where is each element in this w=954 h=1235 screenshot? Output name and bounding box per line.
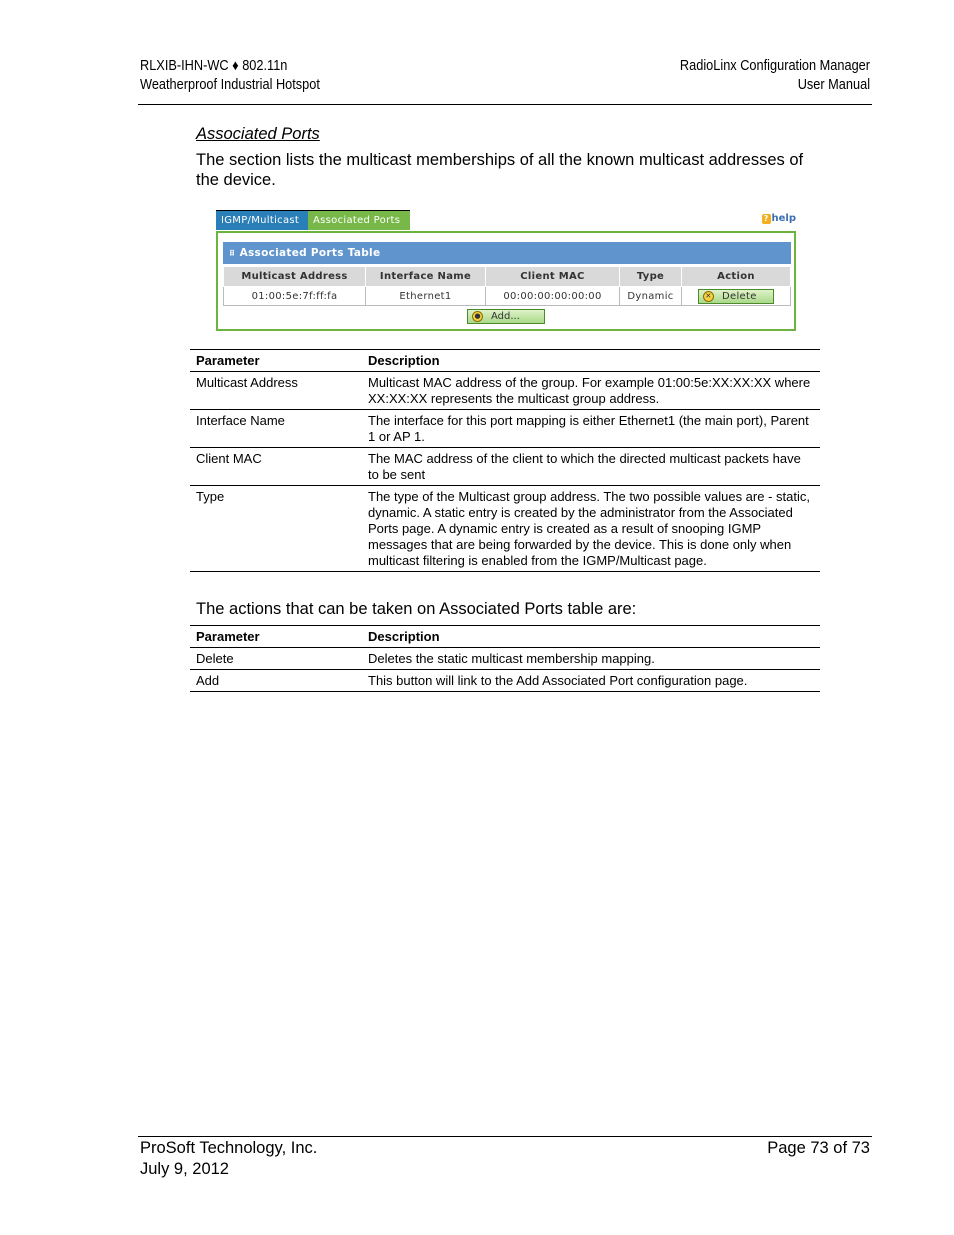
- add-icon: ●: [472, 311, 483, 322]
- header-parameter: Parameter: [196, 353, 260, 368]
- cell-multicast-address: 01:00:5e:7f:ff:fa: [224, 287, 366, 306]
- table-title-bar: [223, 242, 791, 264]
- col-interface-name: Interface Name: [366, 267, 486, 287]
- parameter-table-header: [190, 350, 820, 372]
- header-right: [680, 57, 870, 95]
- footer-company: ProSoft Technology, Inc.: [140, 1139, 318, 1157]
- actions-table: [190, 625, 820, 692]
- header-manual-title: RadioLinx Configuration Manager: [679, 58, 870, 74]
- delete-label: Delete: [722, 290, 757, 302]
- table-row: [190, 486, 820, 572]
- help-icon: ?: [762, 214, 771, 224]
- param-desc: The type of the Multicast group address. The two possible values are - static, dynamic. A static entry is created by the administrator from the Associated Ports page. A dynamic entry is created as a result of snooping IGMP messages that are being forwarded by the device. This is done only when multicast filtering is enabled from the IGMP/Multicast page.: [368, 489, 810, 568]
- header-description: Description: [368, 629, 440, 644]
- section-intro: The section lists the multicast memberships of all the known multicast addresses of the device.: [196, 151, 804, 189]
- footer-divider: [138, 1136, 872, 1137]
- table-row: [190, 670, 820, 692]
- help-label: help: [771, 213, 796, 224]
- col-multicast-address: Multicast Address: [224, 267, 366, 287]
- grip-icon: ⠿: [229, 249, 236, 258]
- delete-button[interactable]: [698, 289, 774, 304]
- parameter-table: [190, 349, 820, 572]
- param-desc: The MAC address of the client to which the directed multicast packets have to be sent: [368, 451, 801, 482]
- table-panel: [216, 231, 796, 331]
- actions-intro: The actions that can be taken on Associated Ports table are:: [196, 600, 637, 618]
- header-description: Description: [368, 353, 440, 368]
- param-desc: Multicast MAC address of the group. For example 01:00:5e:XX:XX:XX where XX:XX:XX represents the multicast group address.: [368, 375, 811, 406]
- table-row: [190, 410, 820, 448]
- add-button[interactable]: [467, 309, 545, 324]
- cell-client-mac: 00:00:00:00:00:00: [486, 287, 620, 306]
- action-name: Delete: [196, 651, 234, 666]
- header-divider: [138, 104, 872, 105]
- delete-icon: ✕: [703, 291, 714, 302]
- tab-igmp-multicast[interactable]: IGMP/Multicast: [216, 210, 308, 230]
- action-desc: This button will link to the Add Associated Port configuration page.: [368, 673, 748, 688]
- header-left: [140, 57, 320, 95]
- param-desc: The interface for this port mapping is either Ethernet1 (the main port), Parent 1 or AP 1.: [368, 413, 809, 444]
- actions-table-header: [190, 626, 820, 648]
- param-name: Type: [196, 489, 225, 504]
- header-manual-type: User Manual: [797, 77, 870, 93]
- header-parameter: Parameter: [196, 629, 260, 644]
- cell-type: Dynamic: [620, 287, 682, 306]
- table-header-row: [224, 267, 791, 287]
- col-type: Type: [620, 267, 682, 287]
- header-product-desc: Weatherproof Industrial Hotspot: [140, 77, 320, 93]
- tab-associated-ports[interactable]: Associated Ports: [308, 210, 410, 230]
- col-action: Action: [682, 267, 791, 287]
- footer-page-number: Page 73 of 73: [767, 1139, 870, 1157]
- tab-bar: [216, 210, 410, 230]
- col-client-mac: Client MAC: [486, 267, 620, 287]
- table-row: [190, 648, 820, 670]
- action-desc: Deletes the static multicast membership mapping.: [368, 651, 655, 666]
- table-row: [190, 372, 820, 410]
- table-row: [224, 287, 791, 306]
- associated-ports-table: [223, 266, 791, 306]
- header-product: RLXIB-IHN-WC ♦ 802.11n: [140, 58, 288, 74]
- cell-interface-name: Ethernet1: [366, 287, 486, 306]
- help-link[interactable]: [762, 213, 797, 224]
- add-label: Add...: [491, 311, 520, 322]
- ui-screenshot: [216, 210, 798, 333]
- section-title: Associated Ports: [196, 125, 320, 143]
- cell-action: [682, 287, 791, 306]
- action-name: Add: [196, 673, 220, 688]
- param-name: Client MAC: [196, 451, 262, 466]
- footer-left: [140, 1138, 317, 1180]
- table-title: Associated Ports Table: [239, 247, 381, 259]
- footer-date: July 9, 2012: [140, 1160, 229, 1178]
- param-name: Multicast Address: [196, 375, 298, 390]
- param-name: Interface Name: [196, 413, 285, 428]
- table-row: [190, 448, 820, 486]
